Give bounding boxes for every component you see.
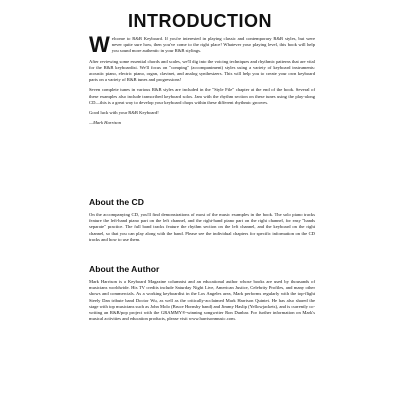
dropcap-letter: W (89, 32, 110, 57)
intro-paragraph-3: Seven complete tunes in various R&B styles are included in the "Style File" chapter at the end of the book. Several of these examples also include transcribed keyboard solos. Jam with the rhythm section on these tunes using the play-along CD—this is a great way to develop your keyboard chops within these different rhythmic grooves. (89, 87, 315, 105)
author-signature: —Mark Harrison (89, 120, 122, 126)
page-title: INTRODUCTION (128, 11, 272, 31)
about-cd-heading: About the CD (89, 197, 144, 207)
about-cd-body: On the accompanying CD, you'll find demonstrations of most of the music examples in the book. The solo piano tracks feature the left-hand piano part on the left channel, and the right-hand piano part on the right channel, for easy "hands separate" practice. The full band tracks feature the rhythm section on the left channel, and the keyboard on the right channel, so that you can play along with the band. Please see the individual chapters for specific information on the CD tracks and how to use them. (89, 212, 315, 242)
intro-paragraph-1-text: elcome to R&B Keyboard. If you're interested in playing classic and contemporary R&B styles, but were never quite sure how, then you've come to the right place! Whatever your playing level, this book will help you sound more authentic in your R&B stylings. (111, 36, 315, 54)
about-author-heading: About the Author (89, 264, 160, 274)
intro-section (89, 32, 315, 130)
about-author-section (89, 264, 315, 326)
about-author-body: Mark Harrison is a Keyboard Magazine columnist and an educational author whose books are used by thousands of musicians worldwide. His TV credits include Saturday Night Live, American Justice, Celebrity Profiles, and many other shows and commercials. As a working keyboardist in the Los Angeles area, Mark performs regularly with the top-flight Steely Dan tribute band Doctor Wu, as well as the critically-acclaimed Mark Harrison Quintet. He has also shared the stage with top musicians such as John Molo (Bruce Hornsby band) and Jimmy Haslip (Yellowjackets), and is currently co-writing an R&B/pop project with the GRAMMY®-winning songwriter Ron Dunbar. For further information on Mark's musical activities and education products, please visit www.harrisonmusic.com. (89, 279, 315, 322)
intro-paragraph-2: After reviewing some essential chords and scales, we'll dig into the voicing techniques and rhythmic patterns that are vital for the R&B keyboardist. We'll focus on "comping" (accompaniment) styles using a variety of keyboard instruments: acoustic piano, electric piano, organ, clavinet, and analog synthesizers. This will help you to create your own keyboard parts on a variety of R&B tunes and progressions! (89, 58, 315, 83)
about-cd-section (89, 197, 315, 247)
intro-paragraph-1 (89, 32, 315, 57)
intro-paragraph-4: Good luck with your R&B Keyboard! (89, 110, 159, 116)
